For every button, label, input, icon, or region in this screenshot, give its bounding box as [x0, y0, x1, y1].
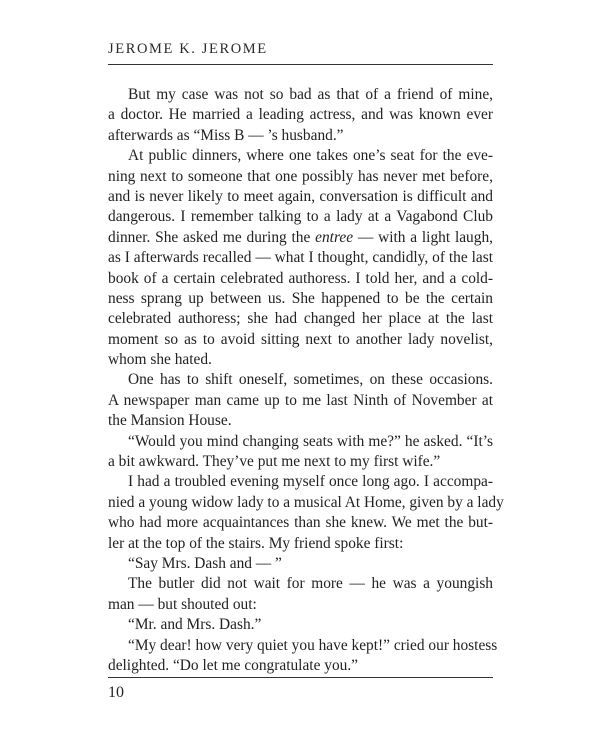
text-line: “Would you mind changing seats with me?” he asked. “It’s: [128, 432, 493, 450]
text-line: delighted. “Do let me congratulate you.”: [108, 656, 359, 674]
text-line-segment: — with a light laugh,: [353, 228, 493, 246]
text-line: man — but shouted out:: [108, 595, 257, 613]
text-line: “My dear! how very quiet you have kept!” cried our hostess: [128, 636, 498, 654]
body-text: [108, 85, 504, 676]
header-rule: [108, 64, 493, 65]
text-line: the Mansion House.: [108, 412, 232, 430]
text-line: [108, 228, 493, 248]
page-number: 10: [108, 684, 124, 701]
text-line-segment: dinner. She asked me during the: [108, 228, 316, 246]
text-line: But my case was not so bad as that of a friend of mine,: [128, 86, 493, 103]
text-line: I had a troubled evening myself once long ago. I accompa-: [128, 473, 493, 491]
running-head: JEROME K. JEROME: [108, 41, 268, 57]
text-line: who had more acquaintances than she knew. We met the but-: [108, 514, 493, 532]
text-line: whom she hated.: [108, 351, 212, 369]
text-line: moment so as to avoid sitting next to another lady novelist,: [108, 330, 493, 348]
text-line: “Mr. and Mrs. Dash.”: [128, 616, 262, 634]
text-line: afterwards as “Miss B — ’s husband.”: [108, 126, 344, 144]
text-line: A newspaper man came up to me last Ninth of November at: [108, 391, 493, 409]
text-line: The butler did not wait for more — he was a youngish: [128, 575, 493, 593]
emphasis: entree: [315, 228, 354, 246]
text-line: ness sprang up between us. She happened to be the certain: [108, 289, 493, 307]
text-line: One has to shift oneself, sometimes, on these occasions.: [128, 371, 493, 389]
text-line: as I afterwards recalled — what I thought, candidly, of the last: [108, 249, 493, 267]
text-line: At public dinners, where one takes one’s seat for the eve-: [128, 147, 493, 165]
text-line: and is never likely to meet again, conversation is difficult and: [108, 187, 493, 205]
text-line: a doctor. He married a leading actress, and was known ever: [108, 106, 493, 124]
text-line: book of a certain celebrated authoress. I told her, and a cold-: [108, 269, 493, 287]
text-line: ler at the top of the stairs. My friend spoke first:: [108, 534, 404, 552]
footer-rule: [108, 677, 493, 678]
text-line: “Say Mrs. Dash and — ”: [128, 554, 282, 572]
text-line: nied a young widow lady to a musical At Home, given by a lady: [108, 493, 504, 511]
text-line: dangerous. I remember talking to a lady at a Vagabond Club: [108, 208, 493, 226]
text-line: ning next to someone that one possibly has never met before,: [108, 167, 493, 185]
text-line: celebrated authoress; she had changed her place at the last: [108, 310, 493, 328]
text-line: a bit awkward. They’ve put me next to my first wife.”: [108, 453, 441, 471]
